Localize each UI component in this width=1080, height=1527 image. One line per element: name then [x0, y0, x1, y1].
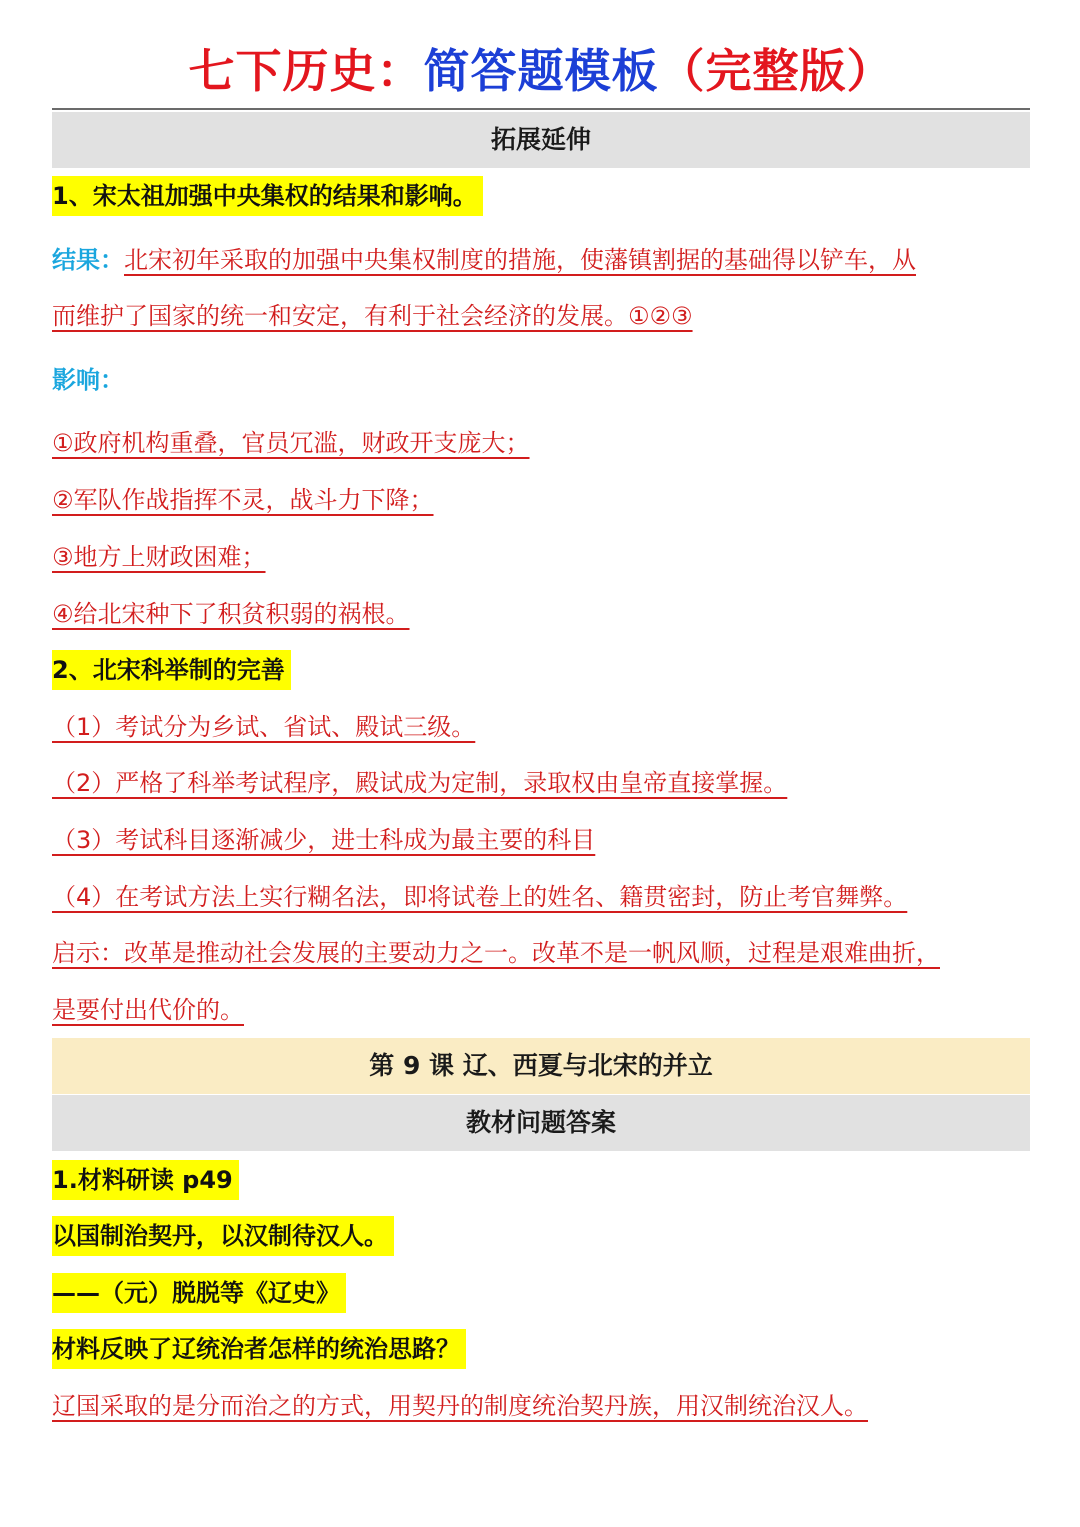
title-subject: 七下历史： [188, 44, 424, 98]
reform-item: （4）在考试方法上实行糊名法，即将试卷上的姓名、籍贯密封，防止考官舞弊。 [52, 883, 908, 911]
insight-line-1: 启示：改革是推动社会发展的主要动力之一。改革不是一帆风顺，过程是艰难曲折， [52, 939, 940, 967]
material-heading: 1.材料研读 p49 [52, 1162, 239, 1198]
impact-item: ②军队作战指挥不灵，战斗力下降； [52, 486, 434, 514]
reform-item: （3）考试科目逐渐减少，进士科成为最主要的科目 [52, 826, 596, 854]
answers-band: 教材问题答案 [52, 1095, 1030, 1151]
material-answer: 辽国采取的是分而治之的方式，用契丹的制度统治契丹族，用汉制统治汉人。 [52, 1392, 868, 1420]
insight-line-2: 是要付出代价的。 [52, 996, 244, 1024]
lesson-title-band: 第 9 课 辽、西夏与北宋的并立 [52, 1038, 1030, 1094]
impact-item: ④给北宋种下了积贫积弱的祸根。 [52, 600, 410, 628]
impact-label-line [52, 362, 124, 398]
result-label: 结果： [52, 246, 124, 274]
reform-item: （2）严格了科举考试程序，殿试成为定制，录取权由皇帝直接掌握。 [52, 769, 788, 797]
impact-label: 影响： [52, 366, 124, 394]
material-quote: 以国制治契丹，以汉制待汉人。 [52, 1218, 394, 1254]
section-band-extend: 拓展延伸 [52, 112, 1030, 168]
title-divider [52, 108, 1030, 110]
title-edition: （完整版） [658, 44, 894, 98]
result-text-2: 而维护了国家的统一和安定，有利于社会经济的发展。①②③ [52, 302, 693, 330]
question-1-heading: 1、宋太祖加强中央集权的结果和影响。 [52, 178, 483, 214]
material-question: 材料反映了辽统治者怎样的统治思路？ [52, 1331, 466, 1367]
result-text-1: 北宋初年采取的加强中央集权制度的措施，使藩镇割据的基础得以铲车，从 [124, 246, 916, 274]
result-line-2 [52, 298, 693, 334]
page-title [52, 38, 1030, 104]
result-line-1 [52, 242, 916, 278]
impact-item: ③地方上财政困难； [52, 543, 266, 571]
question-2-heading: 2、北宋科举制的完善 [52, 652, 291, 688]
impact-item: ①政府机构重叠，官员冗滥，财政开支庞大； [52, 429, 530, 457]
material-source: ——（元）脱脱等《辽史》 [52, 1275, 346, 1311]
title-topic: 简答题模板 [423, 44, 659, 98]
reform-item: （1）考试分为乡试、省试、殿试三级。 [52, 713, 476, 741]
